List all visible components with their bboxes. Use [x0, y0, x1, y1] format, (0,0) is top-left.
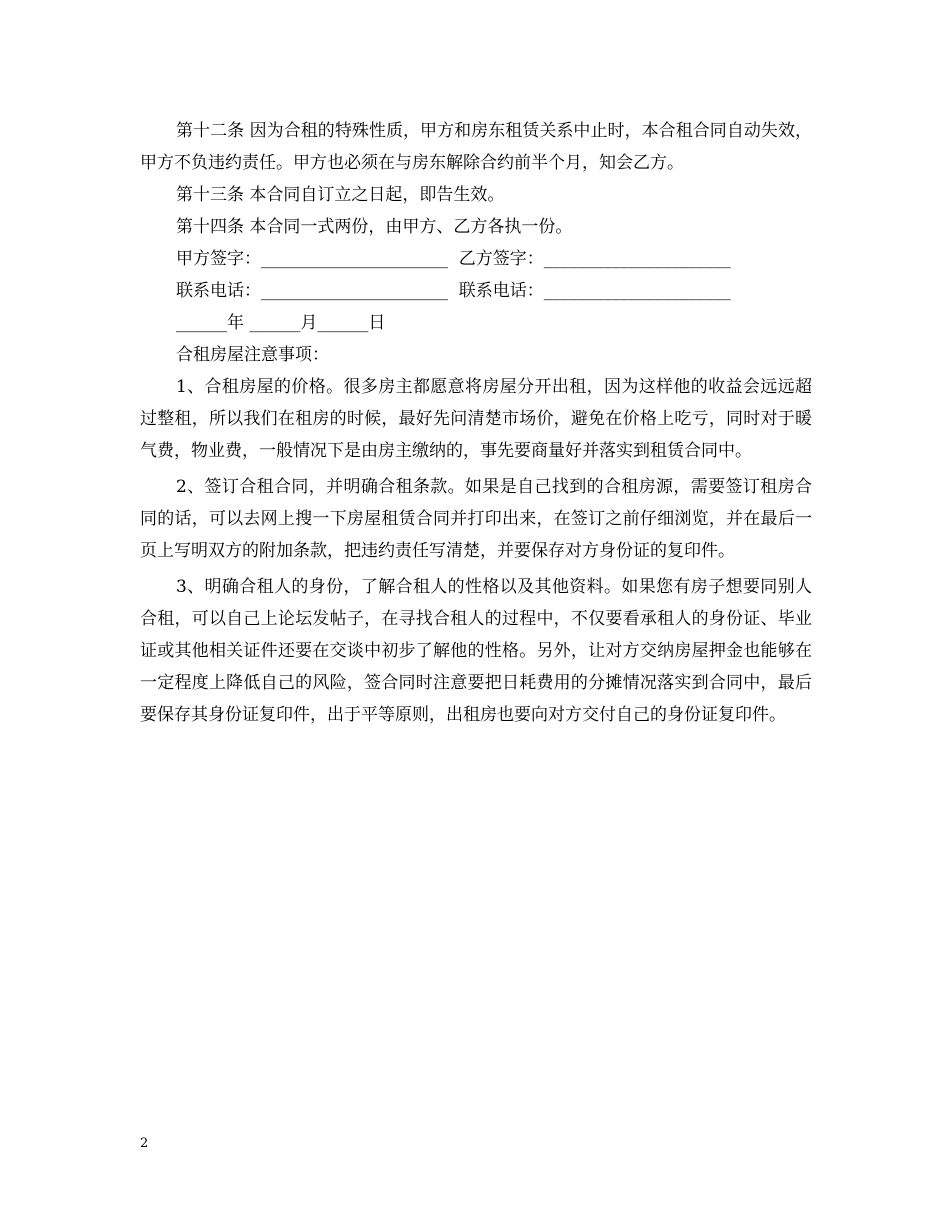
clause-12: 第十二条 因为合租的特殊性质，甲方和房东租赁关系中止时，本合租合同自动失效，甲方不负违约责任。甲方也必须在与房东解除合约前半个月，知会乙方。	[140, 121, 812, 173]
clause-13: 第十三条 本合同自订立之日起，即告生效。	[176, 185, 505, 205]
document-body	[140, 115, 812, 731]
note-item-2: 2、签订合租合同，并明确合租条款。如果是自己找到的合租房源，需要签订租房合同的话，可以去网上搜一下房屋租赁合同并打印出来，在签订之前仔细浏览，并在最后一页上写明双方的附加条款，把违约责任写清楚，并要保存对方身份证的复印件。	[140, 477, 812, 561]
clause-14: 第十四条 本合同一式两份，由甲方、乙方各执一份。	[176, 217, 573, 237]
note-item-3: 3、明确合租人的身份，了解合租人的性格以及其他资料。如果您有房子想要同别人合租，可以自己上论坛发帖子，在寻找合租人的过程中，不仅要看承租人的身份证、毕业证或其他相关证件还要在交谈中初步了解他的性格。另外，让对方交纳房屋押金也能够在一定程度上降低自己的风险，签合同时注意要把日耗费用的分摊情况落实到合同中，最后要保存其身份证复印件，出于平等原则，出租房也要向对方交付自己的身份证复印件。	[140, 577, 812, 725]
contact-phone-row: 联系电话：______________________ 联系电话：______________________	[176, 281, 731, 301]
page-number: 2	[140, 1136, 149, 1151]
date-line: ______年 ______月______日	[176, 313, 386, 333]
note-item-1: 1、合租房屋的价格。很多房主都愿意将房屋分开出租，因为这样他的收益会远远超过整租，所以我们在租房的时候，最好先问清楚市场价，避免在价格上吃亏，同时对于暖气费，物业费，一般情况下是由房主缴纳的，事先要商量好并落实到租赁合同中。	[140, 377, 812, 461]
signature-row: 甲方签字：______________________ 乙方签字：______________________	[176, 249, 731, 269]
notes-heading: 合租房屋注意事项：	[176, 345, 329, 365]
